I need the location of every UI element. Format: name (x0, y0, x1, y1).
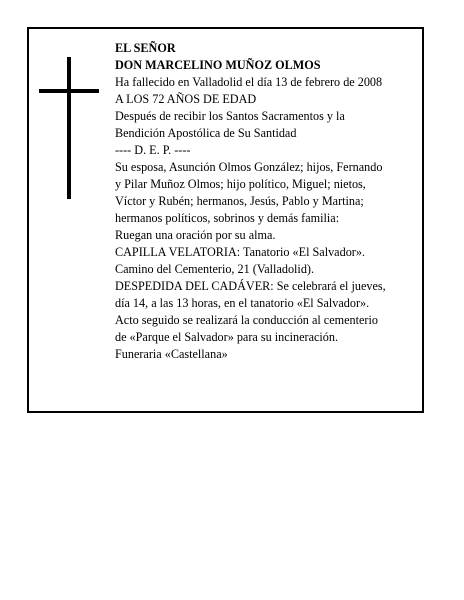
notice-line-farewell: DESPEDIDA DEL CADÁVER: Se celebrará el jueves, (115, 279, 386, 293)
notice-line-family-3: Víctor y Rubén; hermanos, Jesús, Pablo y Martina; (115, 194, 364, 208)
notice-line-age: A LOS 72 AÑOS DE EDAD (115, 92, 257, 106)
notice-line-funeral-home: Funeraria «Castellana» (115, 347, 228, 361)
notice-line-dep: ---- D. E. P. ---- (115, 143, 191, 157)
notice-line-chapel: CAPILLA VELATORIA: Tanatorio «El Salvador». (115, 245, 365, 259)
notice-line-procession: Acto seguido se realizará la conducción al cementerio (115, 313, 378, 327)
notice-text (115, 40, 420, 363)
notice-line-family-1: Su esposa, Asunción Olmos González; hijos, Fernando (115, 160, 383, 174)
obituary-notice (27, 27, 424, 413)
notice-line-family-4: hermanos políticos, sobrinos y demás familia: (115, 211, 340, 225)
cross-vertical-bar (67, 57, 71, 199)
notice-line-cremation: de «Parque el Salvador» para su incineración. (115, 330, 339, 344)
notice-line-blessing: Bendición Apostólica de Su Santidad (115, 126, 297, 140)
cross-horizontal-bar (39, 89, 99, 93)
notice-title-line1: EL SEÑOR (115, 41, 176, 55)
notice-line-time: día 14, a las 13 horas, en el tanatorio «El Salvador». (115, 296, 370, 310)
notice-line-sacraments: Después de recibir los Santos Sacramentos y la (115, 109, 345, 123)
cross-icon (39, 57, 99, 199)
notice-line-family-2: y Pilar Muñoz Olmos; hijo político, Miguel; nietos, (115, 177, 366, 191)
notice-line-death-date: Ha fallecido en Valladolid el día 13 de febrero de 2008 (115, 75, 383, 89)
notice-line-address: Camino del Cementerio, 21 (Valladolid). (115, 262, 315, 276)
notice-title-line2: DON MARCELINO MUÑOZ OLMOS (115, 58, 321, 72)
notice-line-prayer: Ruegan una oración por su alma. (115, 228, 276, 242)
